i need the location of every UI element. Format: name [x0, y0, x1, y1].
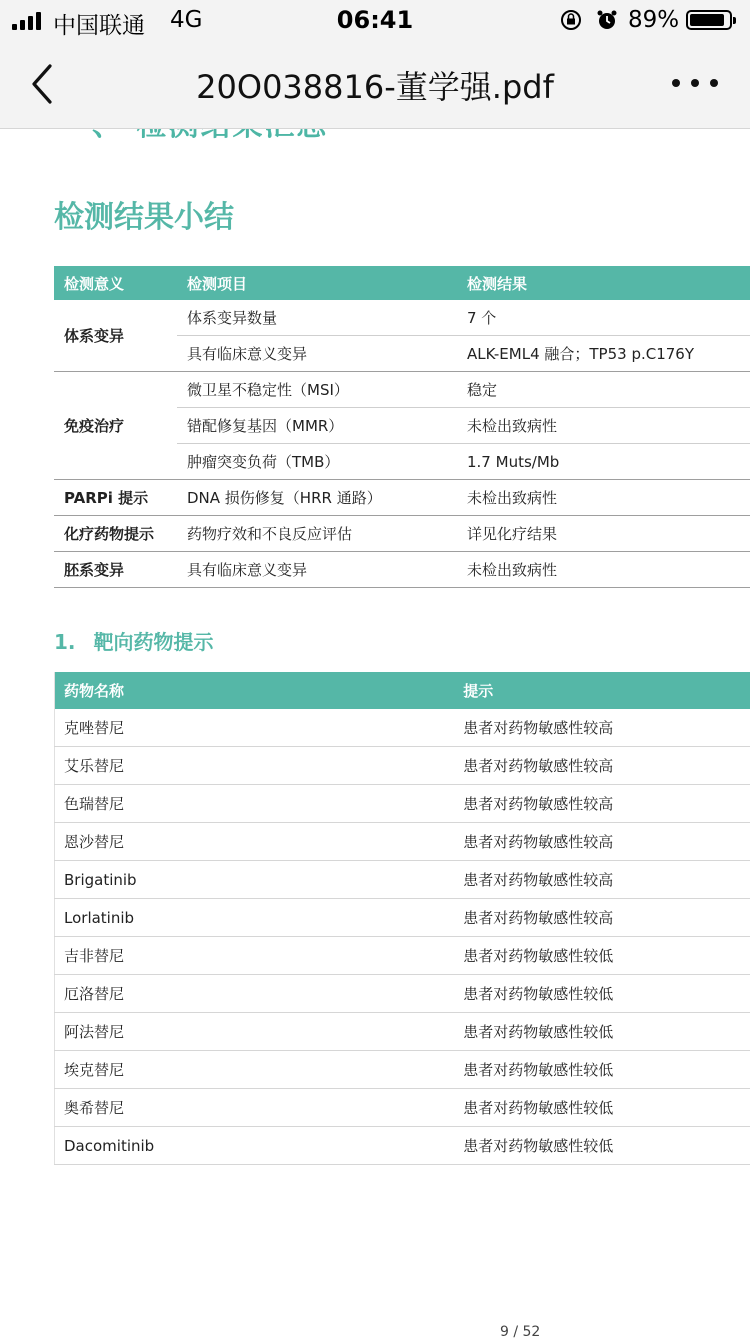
result-cell: 详见化疗结果: [457, 516, 750, 552]
header-significance: 检测意义: [54, 266, 177, 300]
table-row: [54, 372, 750, 408]
table-row: [55, 747, 750, 785]
drug-name-cell: 克唑替尼: [55, 709, 455, 747]
battery-percent: 89%: [628, 7, 679, 33]
table-row: [54, 516, 750, 552]
result-cell: 7 个: [457, 300, 750, 336]
drug-hint-cell: 患者对药物敏感性较低: [454, 1089, 750, 1127]
drug-hint-cell: 患者对药物敏感性较高: [454, 823, 750, 861]
category-cell: 化疗药物提示: [54, 516, 177, 552]
drug-header-row: [55, 672, 750, 709]
item-cell: DNA 损伤修复（HRR 通路）: [177, 480, 457, 516]
page-indicator: 9 / 52: [500, 1324, 540, 1340]
result-cell: ALK-EML4 融合；TP53 p.C176Y: [457, 336, 750, 372]
drug-name-cell: 恩沙替尼: [55, 823, 455, 861]
item-cell: 具有临床意义变异: [177, 336, 457, 372]
drug-hint-cell: 患者对药物敏感性较低: [454, 975, 750, 1013]
table-row: [55, 823, 750, 861]
alarm-icon: [596, 9, 618, 31]
drug-name-cell: 埃克替尼: [55, 1051, 455, 1089]
table-row: [55, 861, 750, 899]
drug-hint-cell: 患者对药物敏感性较高: [454, 709, 750, 747]
header-result: 检测结果: [457, 266, 750, 300]
drug-hint-cell: 患者对药物敏感性较低: [454, 937, 750, 975]
carrier-name: 中国联通: [53, 7, 145, 40]
subsection-number: 1.: [54, 630, 76, 654]
drug-name-cell: 吉非替尼: [55, 937, 455, 975]
drug-name-cell: 阿法替尼: [55, 1013, 455, 1051]
category-cell: 体系变异: [54, 300, 177, 372]
battery-icon: [686, 10, 732, 30]
item-cell: 体系变异数量: [177, 300, 457, 336]
drug-hint-cell: 患者对药物敏感性较高: [454, 785, 750, 823]
summary-header-row: [54, 266, 750, 300]
category-cell: 胚系变异: [54, 552, 177, 588]
drug-hint-cell: 患者对药物敏感性较低: [454, 1127, 750, 1165]
table-row: [54, 552, 750, 588]
result-cell: 未检出致病性: [457, 552, 750, 588]
targeted-drug-table: [54, 672, 750, 1165]
subsection-label: 靶向药物提示: [94, 630, 214, 654]
result-cell: 未检出致病性: [457, 408, 750, 444]
subsection-title: [54, 626, 214, 655]
drug-hint-cell: 患者对药物敏感性较低: [454, 1013, 750, 1051]
header-hint: 提示: [454, 672, 750, 709]
table-row: [55, 975, 750, 1013]
table-row: [55, 709, 750, 747]
drug-name-cell: 色瑞替尼: [55, 785, 455, 823]
result-cell: 未检出致病性: [457, 480, 750, 516]
section-title: 检测结果小结: [54, 192, 234, 236]
drug-hint-cell: 患者对药物敏感性较高: [454, 899, 750, 937]
category-cell: PARPi 提示: [54, 480, 177, 516]
result-cell: 稳定: [457, 372, 750, 408]
drug-hint-cell: 患者对药物敏感性较低: [454, 1051, 750, 1089]
result-cell: 1.7 Muts/Mb: [457, 444, 750, 480]
table-row: [55, 1127, 750, 1165]
category-cell: 免疫治疗: [54, 372, 177, 480]
table-row: [55, 785, 750, 823]
table-row: [55, 899, 750, 937]
drug-name-cell: 奥希替尼: [55, 1089, 455, 1127]
more-options-icon[interactable]: [672, 68, 718, 98]
item-cell: 错配修复基因（MMR）: [177, 408, 457, 444]
table-row: [55, 937, 750, 975]
clock: 06:41: [0, 6, 750, 34]
item-cell: 药物疗效和不良反应评估: [177, 516, 457, 552]
item-cell: 肿瘤突变负荷（TMB）: [177, 444, 457, 480]
drug-name-cell: Brigatinib: [55, 861, 455, 899]
drug-name-cell: 艾乐替尼: [55, 747, 455, 785]
table-row: [54, 300, 750, 336]
drug-name-cell: Lorlatinib: [55, 899, 455, 937]
drug-hint-cell: 患者对药物敏感性较高: [454, 747, 750, 785]
table-row: [55, 1089, 750, 1127]
drug-name-cell: Dacomitinib: [55, 1127, 455, 1165]
document-title: 20O038816-董学强.pdf: [0, 62, 750, 108]
item-cell: 微卫星不稳定性（MSI）: [177, 372, 457, 408]
nav-bar: [0, 40, 750, 129]
table-row: [54, 480, 750, 516]
network-type: 4G: [170, 7, 202, 33]
drug-hint-cell: 患者对药物敏感性较高: [454, 861, 750, 899]
status-bar: [0, 0, 750, 40]
table-row: [55, 1013, 750, 1051]
header-item: 检测项目: [177, 266, 457, 300]
rotation-lock-icon: [560, 9, 582, 31]
header-drug-name: 药物名称: [55, 672, 455, 709]
table-row: [55, 1051, 750, 1089]
drug-name-cell: 厄洛替尼: [55, 975, 455, 1013]
summary-table: [54, 266, 750, 588]
item-cell: 具有临床意义变异: [177, 552, 457, 588]
